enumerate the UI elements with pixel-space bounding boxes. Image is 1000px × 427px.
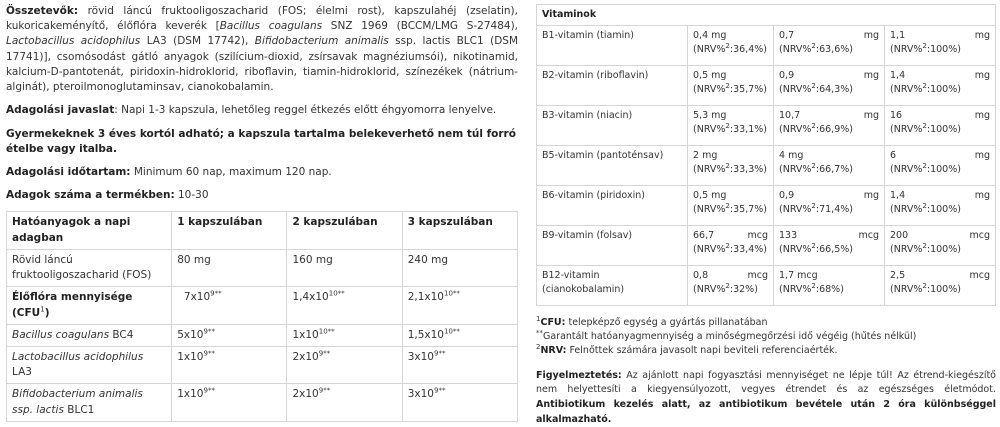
dose-header-2: 2 kapszulában xyxy=(287,212,402,249)
vitamin-dose-1-sup: 2 xyxy=(725,121,730,130)
vitamin-dose-2-nrv-sup: 2 xyxy=(811,41,816,50)
vitamin-dose-3-main xyxy=(890,269,905,283)
footnote-cfu xyxy=(536,316,996,330)
dosage-paragraph xyxy=(6,103,518,118)
vitamin-dose-3-line2 xyxy=(890,243,990,257)
vitamin-dose-1-value: 2 mg xyxy=(693,149,718,161)
vitamin-dose-3-line xyxy=(890,69,990,83)
vitamin-dose-3-unit: mcg xyxy=(969,229,990,241)
vitamin-dose-3 xyxy=(885,185,996,225)
vitamin-dose-1-line xyxy=(693,189,768,217)
flora-label: Élőflóra mennyisége (CFU xyxy=(12,291,133,319)
ingredients-paragraph xyxy=(6,4,518,95)
dose-header-1: 1 kapszulában xyxy=(172,212,287,249)
table-row xyxy=(537,145,996,185)
vitamin-dose-3-value: 6 xyxy=(890,149,897,161)
dose-ba-2 xyxy=(287,384,402,421)
dosage-text: : Napi 1-3 kapszula, lehetőleg reggel étkezés előtt éhgyomorra lenyelve. xyxy=(114,104,497,117)
flora-1-base: 7x10 xyxy=(183,291,211,304)
footnote-nrv-sup: 2 xyxy=(536,343,541,352)
vitamin-dose-2-nrv: :68%) xyxy=(815,283,844,295)
table-row xyxy=(537,265,996,305)
vitamin-dose-3-unit: mg xyxy=(974,189,990,201)
vitamin-dose-2-unit: mcg xyxy=(858,229,879,241)
footnote-nrv-text: Felnőttek számára javasolt napi beviteli referenciaérték. xyxy=(566,345,838,357)
vitamin-dose-3-nrv-value: :100%) xyxy=(926,203,961,215)
vitamin-dose-2-line xyxy=(779,29,879,43)
vitamin-dose-1-nrv-sup: 2 xyxy=(725,281,730,290)
vitamin-dose-3 xyxy=(885,105,996,145)
vitamin-dose-2-line2 xyxy=(779,83,879,97)
dose-header-ingredient: Hatóanyagok a napi adagban xyxy=(7,212,172,249)
bc-name-italic: Bacillus coagulans xyxy=(12,328,110,341)
vitamin-dose-3-nrv-value: :100%) xyxy=(926,283,961,295)
dose-header-row xyxy=(7,212,518,249)
vitamin-dose-2-value: 1,7 mcg (NRV% xyxy=(779,269,818,295)
vitamin-dose-2-unit: mg xyxy=(863,189,879,201)
vitamin-dose-3-line xyxy=(890,109,990,123)
vitamin-dose-3-nrv-open: (NRV% xyxy=(890,163,923,175)
vitamin-dose-1-value: 0,5 mg (NRV% xyxy=(693,189,727,215)
table-row xyxy=(537,105,996,145)
ingredients-italic-1: Bacillus coagulans xyxy=(219,20,323,33)
vitamin-name: B2-vitamin (riboflavin) xyxy=(537,65,688,105)
table-row xyxy=(7,249,518,286)
dose-bc-3 xyxy=(402,324,517,346)
vitamin-dose-1 xyxy=(688,25,774,65)
dose-ba-name xyxy=(7,384,172,421)
vitamin-header: Vitaminok xyxy=(537,5,996,26)
dose-ba-3 xyxy=(402,384,517,421)
vitamin-dose-2-nrv-value: :71,4%) xyxy=(815,203,853,215)
vitamin-dose-3-line2 xyxy=(890,203,990,217)
la-name-rest: LA3 xyxy=(12,366,32,379)
ba-3-exp: 9** xyxy=(433,386,446,395)
vitamin-dose-2-nrv-open: (NRV% xyxy=(779,203,812,215)
vitamin-dose-1 xyxy=(688,105,774,145)
footnote-cfu-text: telepképző egység a gyártás pillanatában xyxy=(565,316,768,328)
bc-2-base: 1x10 xyxy=(292,328,319,341)
vitamin-dose-3-line xyxy=(890,189,990,203)
dose-bc-1 xyxy=(172,324,287,346)
dose-bc-2 xyxy=(287,324,402,346)
vitamin-dose-2-nrv-open: (NRV% xyxy=(779,243,812,255)
vitamin-dose-2-line xyxy=(779,149,879,163)
dose-la-2 xyxy=(287,346,402,383)
vitamin-dose-3-nrv-value: :100%) xyxy=(926,123,961,135)
vitamin-name: B5-vitamin (pantoténsav) xyxy=(537,145,688,185)
vitamin-dose-3-unit: mg xyxy=(974,29,990,41)
vitamin-dose-1-value: 0,5 mg (NRV% xyxy=(693,69,727,95)
vitamin-dose-2 xyxy=(774,225,885,265)
vitamin-dose-3-line2 xyxy=(890,83,990,97)
vitamin-dose-1-nrv-value: :33,3%) xyxy=(729,163,767,175)
vitamin-dose-3-value: 1,1 xyxy=(890,29,906,41)
vitamin-dose-3-main xyxy=(890,69,905,83)
vitamin-header-row xyxy=(537,5,996,26)
dose-la-1 xyxy=(172,346,287,383)
vitamin-dose-1-main xyxy=(693,29,768,57)
left-column xyxy=(6,4,518,422)
vitamin-dose-1-nrv-sup: 2 xyxy=(725,161,730,170)
vitamin-dose-1-value: 66,7 xyxy=(693,229,715,241)
vitamin-dose-2-unit: mg xyxy=(863,29,879,41)
ingredients-text-1: rövid láncú fruktooligoszacharid (FOS; élelmi rost), kapszulahéj (zselatin), kukoricakeményítő, élőflóra keverék [ xyxy=(6,5,518,33)
vitamin-dose-1-sup: 2 xyxy=(725,41,730,50)
table-row xyxy=(537,225,996,265)
vitamin-dose-2-nrv-open: (NRV% xyxy=(779,43,812,55)
vitamin-dose-2-nrv-value: :66,5%) xyxy=(815,243,853,255)
vitamin-dose-3 xyxy=(885,265,996,305)
vitamin-dose-2-line xyxy=(779,269,879,297)
vitamin-dose-3-line xyxy=(890,149,990,163)
warning-text: Az ajánlott napi fogyasztási mennyiséget ne lépje túl! Az étrend-kiegészítő nem helyettesíti a kiegyensúlyozott, vegyes étrendet és az egészséges életmódot. xyxy=(536,369,996,396)
vitamin-name: B6-vitamin (piridoxin) xyxy=(537,185,688,225)
ingredients-text-2: SNZ 1969 (BCCM/LMG S-27484), xyxy=(322,20,519,33)
vitamin-dose-3-nrv-value: :100%) xyxy=(926,243,961,255)
vitamin-dose-2-value: 4 mg xyxy=(779,149,804,161)
vitamin-dose-2-value: 0,9 xyxy=(779,189,795,201)
vitamin-dose-3-nrv-open: (NRV% xyxy=(890,283,923,295)
vitamin-dose-2-line xyxy=(779,109,879,123)
vitamin-dose-2-nrv-value: :63,6%) xyxy=(815,43,853,55)
vitamin-dose-1-line2 xyxy=(693,283,768,297)
vitamin-dose-1-unit: mcg xyxy=(747,269,768,281)
table-row xyxy=(7,287,518,324)
servings-label: Adagok száma a termékben: xyxy=(6,189,175,202)
bc-2-exp: 10** xyxy=(318,327,335,336)
footnote-guarantee xyxy=(536,330,996,344)
vitamin-dose-1-nrv-open: (NRV% xyxy=(693,163,726,175)
vitamin-dose-1-nrv: :35,7%) xyxy=(729,83,767,95)
ba-1-base: 1x10 xyxy=(177,388,204,401)
vitamin-dose-2-main xyxy=(779,29,794,43)
vitamin-dose-1-value: 0,4 mg (NRV% xyxy=(693,29,727,55)
ba-name-italic: Bifidobacterium animalis ssp. lactis xyxy=(12,388,143,416)
vitamin-dose-3-unit: mg xyxy=(974,109,990,121)
vitamin-table-body xyxy=(537,25,996,305)
vitamin-dose-3-value: 2,5 xyxy=(890,269,906,281)
vitamin-dose-1-value: 0,8 xyxy=(693,269,709,281)
footnote-cfu-label: CFU: xyxy=(540,316,566,328)
vitamin-dose-3-main xyxy=(890,29,905,43)
vitamin-dose-2-sup: 2 xyxy=(811,281,816,290)
bc-3-exp: 10** xyxy=(444,327,460,336)
vitamin-dose-2-line2 xyxy=(779,203,879,217)
vitamin-dose-1-line xyxy=(693,149,768,163)
vitamin-dose-2 xyxy=(774,25,885,65)
table-row xyxy=(537,65,996,105)
ba-3-base: 3x10 xyxy=(407,388,434,401)
vitamin-dose-2-value: 10,7 xyxy=(779,109,801,121)
vitamin-dose-3-line2 xyxy=(890,163,990,177)
vitamin-dose-3-nrv-open: (NRV% xyxy=(890,203,923,215)
vitamin-dose-3-nrv-sup: 2 xyxy=(922,201,927,210)
flora-1-exp: 9** xyxy=(210,289,222,298)
vitamin-dose-1-nrv-value: :32%) xyxy=(729,283,758,295)
la-3-exp: 9** xyxy=(433,349,446,358)
dosage-label: Adagolási javaslat xyxy=(6,104,115,117)
footnotes xyxy=(536,316,996,359)
vitamin-dose-2-value: 0,7 xyxy=(779,29,795,41)
bc-3-base: 1,5x10 xyxy=(407,328,444,341)
vitamin-dose-1-nrv-open: (NRV% xyxy=(693,283,726,295)
vitamin-dose-2-nrv-open: (NRV% xyxy=(779,83,812,95)
flora-2-base: 1,4x10 xyxy=(292,291,329,304)
dose-la-name xyxy=(7,346,172,383)
vitamin-dose-3-nrv-sup: 2 xyxy=(922,41,927,50)
vitamin-dose-1-nrv: :33,1%) xyxy=(729,123,767,135)
vitamin-dose-1-main xyxy=(693,189,768,217)
vitamin-dose-1-line xyxy=(693,269,768,283)
duration-paragraph xyxy=(6,165,518,180)
vitamin-dose-1 xyxy=(688,225,774,265)
la-1-base: 1x10 xyxy=(177,350,204,363)
vitamin-dose-3-nrv-open: (NRV% xyxy=(890,43,923,55)
vitamin-dose-3-nrv-value: :100%) xyxy=(926,43,961,55)
vitamin-dose-3-value: 16 xyxy=(890,109,903,121)
vitamin-dose-3-value: 1,4 xyxy=(890,189,906,201)
footnote-nrv-label: NRV: xyxy=(540,345,567,357)
vitamin-dose-2-nrv-value: :66,7%) xyxy=(815,163,853,175)
vitamin-dose-3-main xyxy=(890,189,905,203)
vitamin-dose-1 xyxy=(688,65,774,105)
servings-paragraph xyxy=(6,188,518,203)
vitamin-dose-1-value: 5,3 mg (NRV% xyxy=(693,109,727,135)
servings-text: 10-30 xyxy=(174,189,209,202)
vitamin-dose-3-nrv-open: (NRV% xyxy=(890,123,923,135)
vitamin-dose-1-sup: 2 xyxy=(725,81,730,90)
vitamin-dose-1-line xyxy=(693,29,768,57)
dose-flora-2 xyxy=(287,287,402,324)
vitamin-dose-1 xyxy=(688,265,774,305)
table-row xyxy=(537,25,996,65)
ba-1-exp: 9** xyxy=(203,386,215,395)
la-2-exp: 9** xyxy=(318,349,331,358)
vitamin-dose-1-line xyxy=(693,229,768,243)
table-row xyxy=(537,185,996,225)
vitamin-dose-3 xyxy=(885,65,996,105)
vitamin-dose-1-nrv: :35,7%) xyxy=(729,203,767,215)
vitamin-dose-2 xyxy=(774,145,885,185)
ingredients-italic-3: Bifidobacterium animalis xyxy=(254,35,389,48)
vitamin-name: B9-vitamin (folsav) xyxy=(537,225,688,265)
vitamin-dose-3-main xyxy=(890,229,908,243)
ingredients-text-4: ssp. lactis BLC1 (DSM 17741)], csomósodást gátló anyagok (szilícium-dioxid, zsírsavak magnéziumsói), nikotinamid, kalcium-D-pantotenát, piridoxin-hidroklorid, riboflavin, tiamin-hidroklorid, színezékek (nátrium-alginát), pteroilmonoglutaminsav, cianokobalamin. xyxy=(6,35,519,94)
table-row xyxy=(7,346,518,383)
vitamin-dose-3 xyxy=(885,25,996,65)
dose-fos-2: 160 mg xyxy=(287,249,402,286)
vitamin-dose-2-main xyxy=(779,149,803,163)
vitamin-dose-2-line2 xyxy=(779,43,879,57)
flora-label-end: ) xyxy=(44,306,50,319)
flora-3-exp: 10** xyxy=(444,289,460,298)
footnote-nrv xyxy=(536,344,996,358)
footnote-guarantee-sup: ** xyxy=(536,328,543,337)
vitamin-dose-2-value: 0,9 xyxy=(779,69,795,81)
footnote-cfu-sup: 1 xyxy=(536,314,541,323)
dose-fos-name: Rövid láncú fruktooligoszacharid (FOS) xyxy=(7,249,172,286)
flora-2-exp: 10** xyxy=(328,289,345,298)
vitamin-dose-2 xyxy=(774,65,885,105)
vitamin-dose-3-nrv-value: :100%) xyxy=(926,163,961,175)
flora-sup: 1 xyxy=(40,305,45,313)
vitamin-dose-2-main xyxy=(779,189,794,203)
vitamin-dose-3-value: 1,4 xyxy=(890,69,906,81)
vitamin-dose-2-nrv-open: (NRV% xyxy=(779,163,812,175)
vitamin-dose-2-line2 xyxy=(779,243,879,257)
dose-table xyxy=(6,211,518,421)
vitamin-dose-2-line xyxy=(779,189,879,203)
vitamin-dose-2-nrv-open: (NRV% xyxy=(779,123,812,135)
ba-2-base: 2x10 xyxy=(292,388,319,401)
vitamin-dose-1-main xyxy=(693,69,768,97)
children-text: Gyermekeknek 3 éves kortól adható; a kapszula tartalma belekeverhető nem túl forró ételbe vagy italba. xyxy=(6,127,516,155)
la-2-base: 2x10 xyxy=(292,350,319,363)
vitamin-dose-3-unit: mg xyxy=(974,149,990,161)
vitamin-dose-1-sup: 2 xyxy=(725,201,730,210)
vitamin-dose-2 xyxy=(774,185,885,225)
vitamin-dose-2-nrv-sup: 2 xyxy=(811,241,816,250)
vitamin-dose-2-main xyxy=(779,109,800,123)
vitamin-name: B3-vitamin (niacin) xyxy=(537,105,688,145)
vitamin-dose-2-nrv-sup: 2 xyxy=(811,161,816,170)
bc-1-exp: 9** xyxy=(203,327,215,336)
vitamin-dose-2-nrv-value: :64,3%) xyxy=(815,83,853,95)
vitamin-dose-1-unit: mcg xyxy=(747,229,768,241)
vitamin-dose-1-nrv-sup: 2 xyxy=(725,241,730,250)
vitamin-dose-3-nrv-open: (NRV% xyxy=(890,83,923,95)
warning-paragraph xyxy=(536,369,996,427)
vitamin-dose-1-nrv: :36,4%) xyxy=(729,43,767,55)
vitamin-dose-2-line xyxy=(779,229,879,243)
bc-1-base: 5x10 xyxy=(177,328,204,341)
vitamin-dose-3-main xyxy=(890,109,902,123)
vitamin-dose-3-nrv-sup: 2 xyxy=(922,121,927,130)
vitamin-dose-3 xyxy=(885,225,996,265)
dose-bc-name xyxy=(7,324,172,346)
vitamin-dose-2-main xyxy=(779,69,794,83)
vitamin-dose-3-nrv-sup: 2 xyxy=(922,161,927,170)
la-3-base: 3x10 xyxy=(407,350,434,363)
vitamin-dose-1-main xyxy=(693,149,717,163)
vitamin-name: B1-vitamin (tiamin) xyxy=(537,25,688,65)
vitamin-dose-3-main xyxy=(890,149,896,163)
warning-bold-tail: Antibiotikum kezelés alatt, az antibiotikum bevétele után 2 óra különbséggel alkalmazható. xyxy=(536,398,996,425)
ingredients-label: Összetevők: xyxy=(6,5,79,17)
vitamin-dose-2-nrv-sup: 2 xyxy=(811,81,816,90)
vitamin-dose-3-line xyxy=(890,269,990,283)
vitamin-dose-1-line2 xyxy=(693,163,768,177)
duration-label: Adagolási időtartam: xyxy=(6,165,131,178)
vitamin-dose-3 xyxy=(885,145,996,185)
vitamin-dose-1 xyxy=(688,145,774,185)
dose-flora-name xyxy=(7,287,172,324)
vitamin-dose-2-nrv-sup: 2 xyxy=(811,121,816,130)
la-1-exp: 9** xyxy=(203,349,215,358)
vitamin-dose-2-main xyxy=(779,269,879,297)
vitamin-dose-2 xyxy=(774,265,885,305)
vitamin-dose-1-nrv-value: :33,4%) xyxy=(729,243,767,255)
ba-name-rest: BLC1 xyxy=(63,403,95,416)
vitamin-dose-3-line2 xyxy=(890,283,990,297)
right-column xyxy=(536,4,996,427)
vitamin-dose-3-nrv-open: (NRV% xyxy=(890,243,923,255)
vitamin-name: B12-vitamin (cianokobalamin) xyxy=(537,265,688,305)
vitamin-dose-3-unit: mcg xyxy=(969,269,990,281)
dose-header-3: 3 kapszulában xyxy=(402,212,517,249)
vitamin-dose-1-main xyxy=(693,229,714,243)
vitamin-dose-3-nrv-value: :100%) xyxy=(926,83,961,95)
vitamin-dose-3-line xyxy=(890,29,990,43)
vitamin-dose-1-line2 xyxy=(693,243,768,257)
vitamin-dose-2-unit: mg xyxy=(863,69,879,81)
la-name-italic: Lactobacillus acidophilus xyxy=(12,350,144,363)
dose-fos-3: 240 mg xyxy=(402,249,517,286)
vitamin-dose-3-line2 xyxy=(890,123,990,137)
dose-la-3 xyxy=(402,346,517,383)
dose-flora-3 xyxy=(402,287,517,324)
vitamin-dose-1-main xyxy=(693,269,708,283)
vitamin-dose-2-main xyxy=(779,229,797,243)
vitamin-dose-3-nrv-sup: 2 xyxy=(922,281,927,290)
vitamin-dose-3-unit: mg xyxy=(974,69,990,81)
vitamin-dose-1-line xyxy=(693,69,768,97)
vitamin-dose-1-line xyxy=(693,109,768,137)
table-row xyxy=(7,324,518,346)
vitamin-dose-2-line2 xyxy=(779,123,879,137)
dose-ba-1 xyxy=(172,384,287,421)
footnote-guarantee-text: Garantált hatóanyagmennyiség a minőségmegőrzési idő végéig (hűtés nélkül) xyxy=(543,331,917,343)
vitamin-dose-1 xyxy=(688,185,774,225)
vitamin-dose-2-line2 xyxy=(779,163,879,177)
vitamin-dose-2-nrv-value: :66,9%) xyxy=(815,123,853,135)
vitamin-dose-2-line xyxy=(779,69,879,83)
vitamin-dose-1-main xyxy=(693,109,768,137)
ingredients-text-3: LA3 (DSM 17742), xyxy=(140,35,255,48)
vitamin-dose-2-value: 133 xyxy=(779,229,798,241)
duration-text: Minimum 60 nap, maximum 120 nap. xyxy=(130,165,332,178)
vitamin-dose-3-value: 200 xyxy=(890,229,909,241)
warning-label: Figyelmeztetés: xyxy=(536,369,622,381)
vitamin-dose-2 xyxy=(774,105,885,145)
ingredients-italic-2: Lactobacillus acidophilus xyxy=(6,35,141,48)
vitamin-table xyxy=(536,4,996,306)
table-row xyxy=(7,384,518,421)
vitamin-dose-3-line xyxy=(890,229,990,243)
dose-flora-1 xyxy=(172,287,287,324)
dose-fos-1: 80 mg xyxy=(172,249,287,286)
flora-3-base: 2,1x10 xyxy=(407,291,444,304)
vitamin-dose-3-nrv-sup: 2 xyxy=(922,241,927,250)
vitamin-dose-3-line2 xyxy=(890,43,990,57)
children-paragraph xyxy=(6,127,518,157)
ba-2-exp: 9** xyxy=(318,386,331,395)
bc-name-rest: BC4 xyxy=(109,328,134,341)
vitamin-dose-2-unit: mg xyxy=(863,109,879,121)
vitamin-dose-3-nrv-sup: 2 xyxy=(922,81,927,90)
vitamin-dose-2-nrv-sup: 2 xyxy=(811,201,816,210)
vitamin-dose-1-nrv-open: (NRV% xyxy=(693,243,726,255)
